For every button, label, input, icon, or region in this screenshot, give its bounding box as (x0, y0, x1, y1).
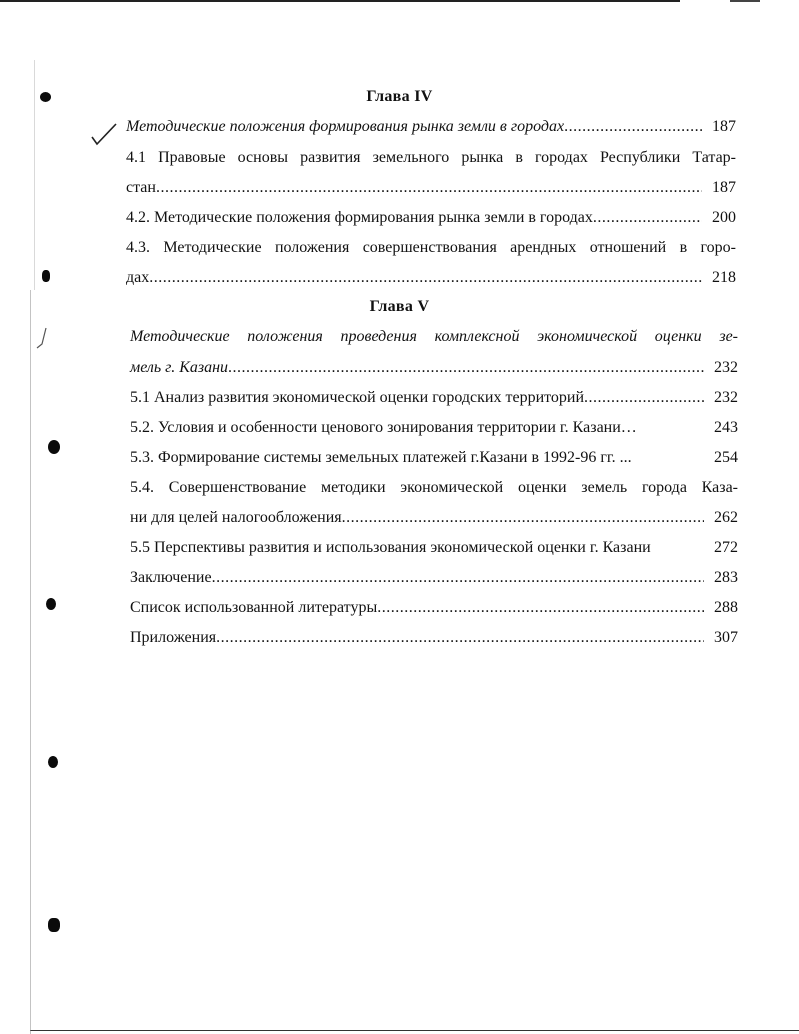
toc-page-number: 283 (714, 569, 738, 586)
toc-entry-4-3-line1: 4.3. Методические положения совершенствования арендных отношений в горо- (126, 239, 736, 256)
toc-entry-text: 5.1 Анализ развития экономической оценки городских территорий (130, 389, 585, 406)
toc-entry-text: 5.3. Формирование системы земельных платежей г.Казани в 1992-96 гг. ... (130, 449, 632, 466)
toc-entry-text: Методические положения формирования рынка земли в городах (126, 118, 565, 135)
toc-page-number: 243 (714, 419, 738, 436)
toc-page-number: 232 (714, 389, 738, 406)
toc-entry-appendices (130, 629, 738, 647)
toc-entry-bibliography (130, 599, 738, 617)
toc-entry-5-4-line1: 5.4. Совершенствование методики экономической оценки земель города Каза- (130, 479, 738, 496)
toc-page-number: 254 (714, 449, 738, 466)
scan-top-rule (0, 0, 680, 2)
toc-entry-5-4-line2 (130, 509, 738, 527)
dot-leader (342, 509, 704, 527)
scan-top-rule-fragment (730, 0, 760, 2)
dot-leader (149, 269, 702, 287)
dot-leader (228, 359, 704, 377)
toc-entry-chapter-4-title (126, 118, 736, 136)
toc-entry-chapter-5-title-line1: Методические положения проведения комплексной экономической оценки зе- (130, 328, 738, 345)
toc-page-number: 307 (714, 629, 738, 646)
scan-margin-line (30, 290, 31, 1034)
toc-page-number: 232 (714, 359, 738, 376)
toc-entry-text: стан (126, 179, 156, 196)
dot-leader (584, 389, 704, 407)
toc-entry-text: 5.5 Перспективы развития и использования экономической оценки г. Казани (130, 539, 651, 556)
toc-entry-chapter-5-title-line2 (130, 359, 738, 377)
toc-entry-text: 4.2. Методические положения формирования рынка земли в городах (126, 209, 593, 226)
checkmark-icon (90, 122, 118, 146)
punch-hole-mark (42, 270, 50, 282)
toc-entry-5-3 (130, 449, 738, 467)
toc-page-number: 272 (714, 539, 738, 556)
toc-page-number: 187 (712, 179, 736, 196)
dot-leader (377, 599, 704, 617)
punch-hole-mark (48, 440, 60, 454)
toc-entry-4-3-line2 (126, 269, 736, 287)
toc-page-number: 187 (712, 118, 736, 135)
toc-entry-4-2 (126, 209, 736, 227)
toc-entry-text: дах (126, 269, 150, 286)
toc-entry-text: ни для целей налогообложения (130, 509, 342, 526)
punch-hole-mark (48, 756, 58, 768)
chapter-5-heading: Глава V (369, 298, 430, 315)
toc-entry-4-1-line2 (126, 179, 736, 197)
dot-leader (564, 118, 702, 136)
toc-entry-text: Заключение (130, 569, 212, 586)
dot-leader (212, 569, 704, 587)
dot-leader (216, 629, 704, 647)
toc-entry-text: 5.2. Условия и особенности ценового зонирования территории г. Казани… (130, 419, 637, 436)
toc-page-number: 200 (712, 209, 736, 226)
toc-entry-5-1 (130, 389, 738, 407)
chapter-4-heading: Глава IV (366, 88, 433, 105)
pencil-tick-icon (34, 326, 50, 352)
toc-entry-5-2 (130, 419, 738, 437)
punch-hole-mark (46, 598, 56, 610)
punch-hole-mark (48, 918, 60, 932)
toc-entry-text: мель г. Казани (130, 359, 229, 376)
toc-page-number: 288 (714, 599, 738, 616)
dot-leader (156, 179, 702, 197)
scan-bottom-rule (30, 1030, 799, 1031)
toc-entry-text: Приложения (130, 629, 217, 646)
toc-entry-conclusion (130, 569, 738, 587)
toc-page-number: 218 (712, 269, 736, 286)
toc-entry-text: Список использованной литературы (130, 599, 378, 616)
toc-page-number: 262 (714, 509, 738, 526)
dot-leader (593, 209, 702, 227)
toc-entry-5-5 (130, 539, 738, 557)
toc-entry-4-1-line1: 4.1 Правовые основы развития земельного рынка в городах Республики Татар- (126, 149, 736, 166)
